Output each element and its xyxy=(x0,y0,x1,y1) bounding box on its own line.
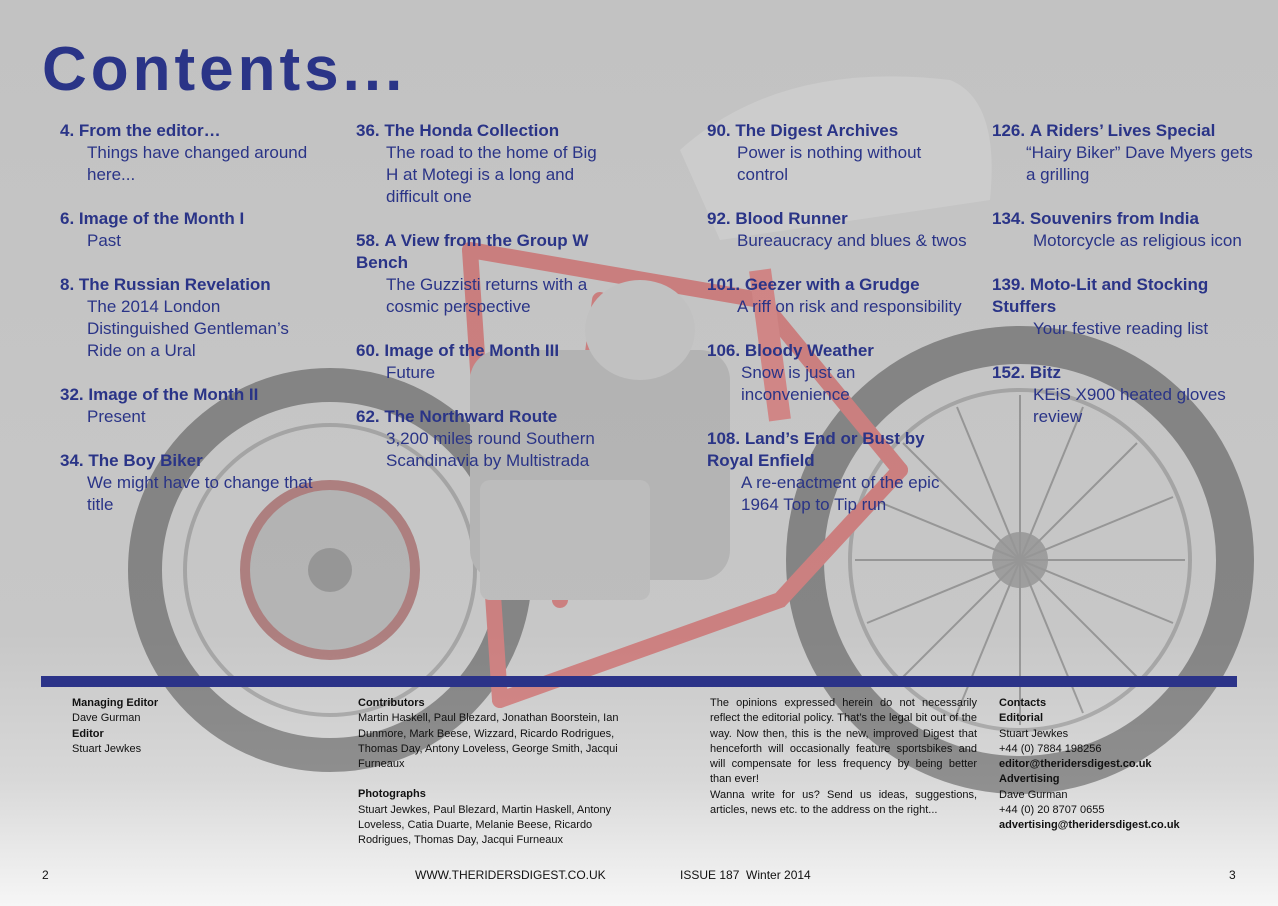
entry-page-number: 108. xyxy=(707,429,741,448)
entry-title: The Boy Biker xyxy=(88,451,203,470)
contents-entry[interactable] xyxy=(707,340,967,406)
editor-name: Stuart Jewkes xyxy=(72,742,142,755)
entry-page-number: 8. xyxy=(60,275,75,294)
page-title: Contents... xyxy=(42,35,407,104)
entry-title: The Digest Archives xyxy=(735,121,899,140)
entry-page-number: 60. xyxy=(356,341,380,360)
entry-title: The Northward Route xyxy=(384,407,558,426)
entry-description: 3,200 miles round Southern Scandinavia by Multistrada xyxy=(386,429,595,470)
entry-description: Things have changed around here... xyxy=(87,143,308,184)
contents-entry[interactable] xyxy=(60,384,320,428)
entry-description: The Guzzisti returns with a cosmic perspective xyxy=(386,275,588,316)
page-number-left: 2 xyxy=(42,868,49,882)
entry-title: Image of the Month I xyxy=(78,209,245,228)
entry-title: Souvenirs from India xyxy=(1029,209,1199,228)
contents-entry[interactable] xyxy=(992,120,1254,186)
entry-title: Image of the Month II xyxy=(88,385,259,404)
contents-column-1 xyxy=(60,120,320,538)
entry-page-number: 134. xyxy=(992,209,1026,228)
entry-page-number: 92. xyxy=(707,209,731,228)
entry-title: A View from the Group W Bench xyxy=(356,231,589,272)
contents-entry[interactable] xyxy=(707,208,967,252)
entry-description: The road to the home of Big H at Motegi is a long and difficult one xyxy=(386,143,597,206)
entry-description: A riff on risk and responsibility xyxy=(737,297,962,316)
contacts-label: Contacts xyxy=(999,697,1047,709)
contents-entry[interactable] xyxy=(60,450,320,516)
entry-description: Your festive reading list xyxy=(1033,319,1209,338)
entry-page-number: 62. xyxy=(356,407,380,426)
entry-title: Bitz xyxy=(1029,363,1061,382)
entry-description: Motorcycle as religious icon xyxy=(1033,231,1242,250)
contents-entry[interactable] xyxy=(356,230,606,318)
contributors-label: Contributors xyxy=(358,697,425,709)
contents-entry[interactable] xyxy=(356,120,606,208)
entry-page-number: 36. xyxy=(356,121,380,140)
contents-entry[interactable] xyxy=(356,406,606,472)
entry-description: Power is nothing without control xyxy=(737,143,922,184)
entry-title: The Honda Collection xyxy=(384,121,560,140)
contributors-list: Martin Haskell, Paul Blezard, Jonathan Boorstein, Ian Dunmore, Mark Beese, Wizzard, Ricardo Rodrigues, Thomas Day, Antony Loveless, George Smith, Jacqui Furneaux xyxy=(358,712,619,771)
entry-title: The Russian Revelation xyxy=(78,275,271,294)
entry-page-number: 4. xyxy=(60,121,75,140)
contents-entry[interactable] xyxy=(992,208,1254,252)
entry-page-number: 126. xyxy=(992,121,1026,140)
footer-masthead xyxy=(72,696,302,757)
editorial-name: Stuart Jewkes xyxy=(999,727,1069,740)
editorial-label: Editorial xyxy=(999,712,1044,725)
entry-title: From the editor… xyxy=(78,121,221,140)
entry-page-number: 90. xyxy=(707,121,731,140)
entry-title: Moto-Lit and Stocking Stuffers xyxy=(992,275,1209,316)
contents-entry[interactable] xyxy=(707,274,967,318)
entry-page-number: 34. xyxy=(60,451,84,470)
contents-entry[interactable] xyxy=(356,340,606,384)
entry-description: Future xyxy=(386,363,436,382)
entry-description: Bureaucracy and blues & twos xyxy=(737,231,967,250)
entry-page-number: 101. xyxy=(707,275,741,294)
editorial-phone: +44 (0) 7884 198256 xyxy=(999,742,1102,755)
entry-page-number: 58. xyxy=(356,231,380,250)
contents-column-2 xyxy=(356,120,606,494)
entry-title: Image of the Month III xyxy=(384,341,560,360)
disclaimer-text: The opinions expressed herein do not necessarily reflect the editorial policy. That’s the legal bit out of the way. Now then, this is the new, improved Digest that henceforth will occasionally feature sportsbikes and will compensate for less frequency by being better than ever! xyxy=(710,697,977,786)
contents-entry[interactable] xyxy=(707,120,967,186)
managing-editor-name: Dave Gurman xyxy=(72,712,141,725)
contents-entry[interactable] xyxy=(992,362,1254,428)
entry-description: “Hairy Biker” Dave Myers gets a grilling xyxy=(1026,143,1253,184)
entry-title: A Riders’ Lives Special xyxy=(1029,121,1216,140)
footer-disclaimer xyxy=(710,696,977,818)
entry-description: Past xyxy=(87,231,122,250)
entry-description: Snow is just an inconvenience xyxy=(741,363,856,404)
contents-entry[interactable] xyxy=(60,120,320,186)
entry-title: Blood Runner xyxy=(735,209,848,228)
website-link[interactable]: WWW.THERIDERSDIGEST.CO.UK xyxy=(415,868,606,882)
entry-description: KEiS X900 heated gloves review xyxy=(1033,385,1226,426)
entry-title: Geezer with a Grudge xyxy=(744,275,920,294)
entry-description: The 2014 London Distinguished Gentleman’s Ride on a Ural xyxy=(87,297,289,360)
page-number-right: 3 xyxy=(1229,868,1236,882)
advertising-label: Advertising xyxy=(999,773,1060,786)
footer-credits xyxy=(358,696,626,849)
contents-column-4 xyxy=(992,120,1254,450)
entry-page-number: 152. xyxy=(992,363,1026,382)
entry-page-number: 106. xyxy=(707,341,741,360)
entry-description: A re-enactment of the epic 1964 Top to Tip run xyxy=(741,473,940,514)
entry-page-number: 139. xyxy=(992,275,1026,294)
issue-info: ISSUE 187 Winter 2014 xyxy=(680,868,811,882)
contents-entry[interactable] xyxy=(992,274,1254,340)
entry-description: Present xyxy=(87,407,146,426)
footer-divider-bar xyxy=(41,676,1237,687)
entry-page-number: 6. xyxy=(60,209,75,228)
advertising-email-link[interactable]: advertising@theridersdigest.co.uk xyxy=(999,819,1180,832)
photographs-label: Photographs xyxy=(358,788,426,801)
entry-page-number: 32. xyxy=(60,385,84,404)
advertising-phone: +44 (0) 20 8707 0655 xyxy=(999,804,1105,817)
entry-title: Land’s End or Bust by Royal Enfield xyxy=(707,429,925,470)
write-for-us-text: Wanna write for us? Send us ideas, suggestions, articles, news etc. to the address on the right... xyxy=(710,788,977,817)
contents-entry[interactable] xyxy=(707,428,967,516)
entry-title: Bloody Weather xyxy=(744,341,874,360)
contents-column-3 xyxy=(707,120,967,538)
managing-editor-label: Managing Editor xyxy=(72,697,159,709)
contents-entry[interactable] xyxy=(60,208,320,252)
editor-label: Editor xyxy=(72,727,104,740)
footer-contacts xyxy=(999,696,1239,834)
photographs-list: Stuart Jewkes, Paul Blezard, Martin Haskell, Antony Loveless, Catia Duarte, Melanie Beese, Ricardo Rodrigues, Thomas Day, Jacqui Furneaux xyxy=(358,803,612,847)
contents-entry[interactable] xyxy=(60,274,320,362)
entry-description: We might have to change that title xyxy=(87,473,313,514)
advertising-name: Dave Gurman xyxy=(999,788,1068,801)
editorial-email-link[interactable]: editor@theridersdigest.co.uk xyxy=(999,758,1152,771)
